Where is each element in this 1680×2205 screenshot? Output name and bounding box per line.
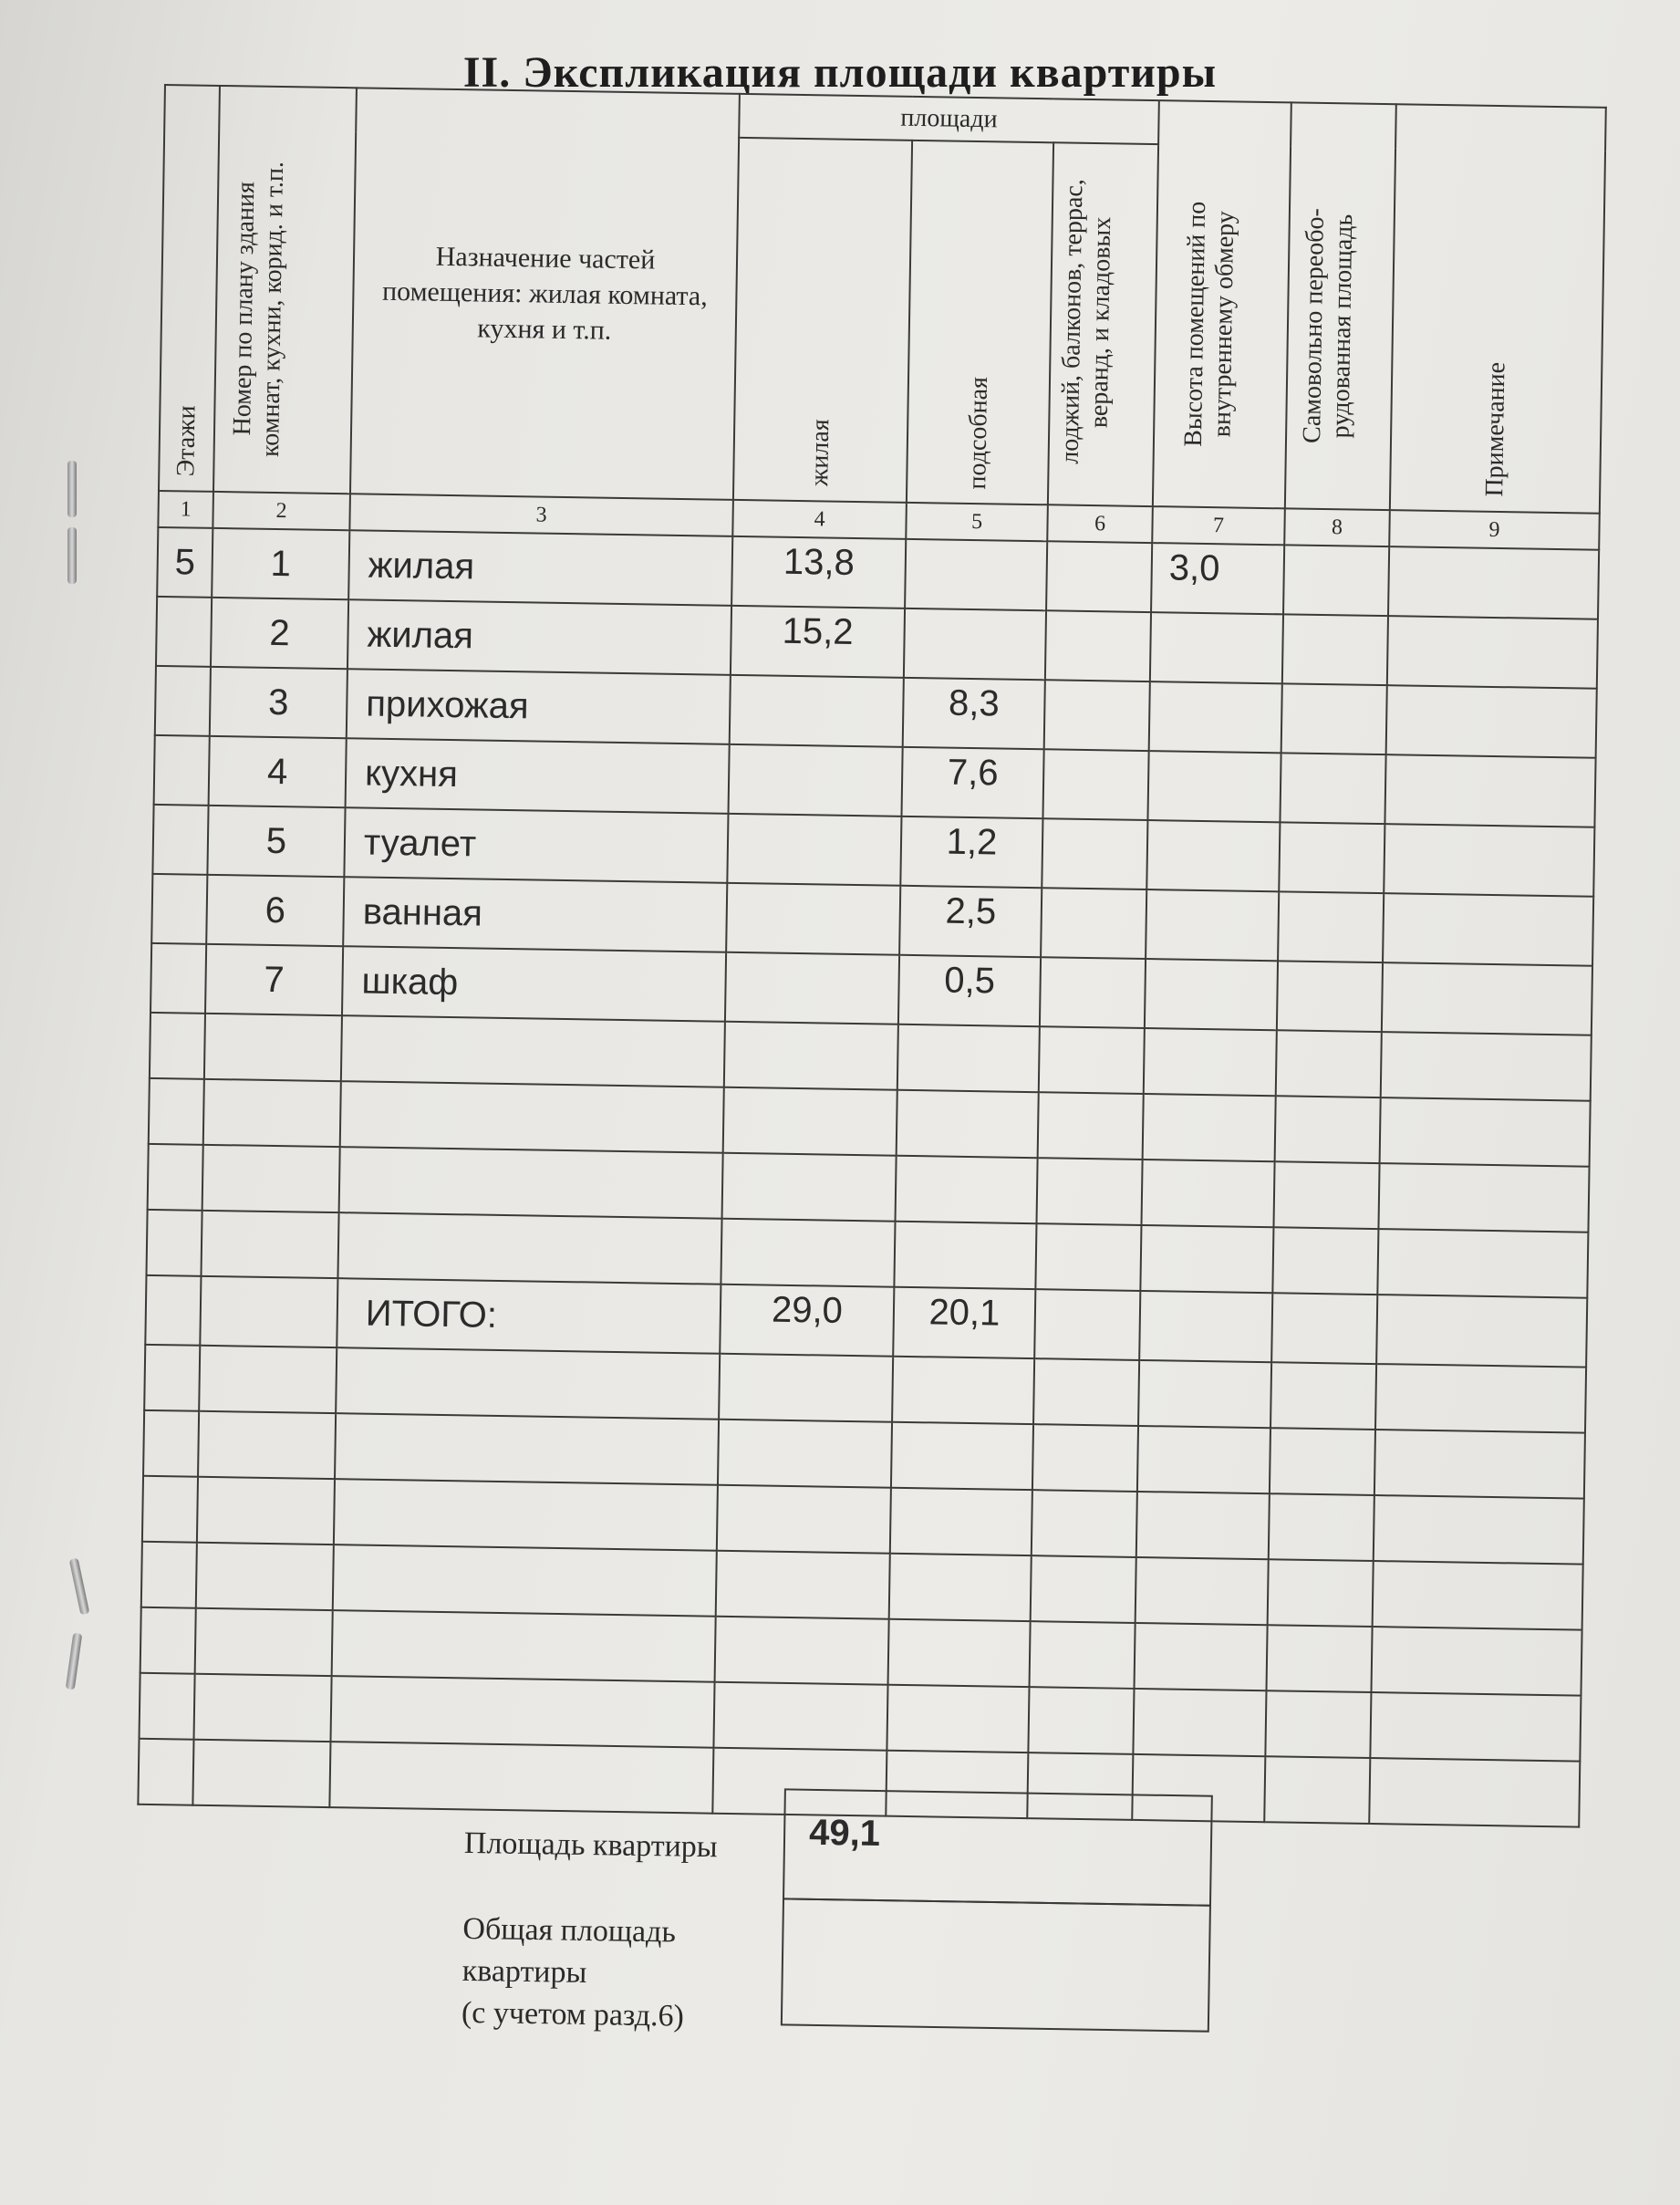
col-header-floors: Этажи xyxy=(159,85,220,492)
living-area-cell xyxy=(730,675,904,747)
room-number-cell: 7 xyxy=(205,944,343,1015)
page-title: II. Экспликация площади квартиры xyxy=(462,48,1218,97)
height-cell xyxy=(1145,959,1278,1030)
unauthorized-cell xyxy=(1279,822,1384,893)
room-name-cell: прихожая xyxy=(347,669,731,744)
unauthorized-cell xyxy=(1282,614,1388,685)
total-living-area: 29,0 xyxy=(720,1285,894,1357)
note-cell xyxy=(1384,824,1594,897)
living-area-cell xyxy=(726,883,900,955)
col-header-auxiliary: подсобная xyxy=(907,140,1053,504)
total-label: ИТОГО: xyxy=(337,1278,721,1354)
height-cell xyxy=(1146,889,1279,961)
column-number: 9 xyxy=(1389,510,1600,550)
total-area-label-line-1: Общая площадь xyxy=(462,1911,677,1950)
living-area-cell xyxy=(725,952,899,1024)
col-header-plan-number: Номер по плану здания комнат, кухни, корид. и т.п. xyxy=(213,86,357,494)
auxiliary-area-cell xyxy=(905,539,1047,610)
living-area-cell: 13,8 xyxy=(731,536,906,608)
unauthorized-cell xyxy=(1277,961,1383,1032)
auxiliary-area-cell: 7,6 xyxy=(901,747,1043,818)
staple-top-1 xyxy=(67,461,77,517)
apartment-area-value: 49,1 xyxy=(808,1812,881,1855)
unauthorized-cell xyxy=(1278,891,1384,962)
total-area-box xyxy=(781,1898,1211,2032)
column-number: 4 xyxy=(732,500,907,539)
explication-table-wrapper xyxy=(137,84,1604,1828)
note-cell xyxy=(1387,616,1598,689)
loggia-area-cell xyxy=(1041,888,1146,959)
total-area-label-line-3: (с учетом разд.6) xyxy=(461,1995,685,2033)
loggia-area-cell xyxy=(1042,818,1147,889)
auxiliary-area-cell: 0,5 xyxy=(898,955,1041,1026)
col-header-purpose: Назначение частей помещения: жилая комната, кухня и т.п. xyxy=(350,88,740,500)
col-header-living: жилая xyxy=(733,138,912,503)
floor-cell xyxy=(154,735,210,806)
room-number-cell: 4 xyxy=(209,736,347,807)
column-number: 6 xyxy=(1047,504,1153,543)
floor-cell xyxy=(156,597,212,667)
loggia-area-cell xyxy=(1044,680,1150,751)
room-number-cell: 3 xyxy=(210,667,347,738)
floor-cell xyxy=(150,943,206,1014)
room-number-cell: 5 xyxy=(207,806,345,877)
unauthorized-cell xyxy=(1281,683,1387,754)
height-cell xyxy=(1147,751,1281,822)
living-area-cell: 15,2 xyxy=(731,606,905,678)
height-cell xyxy=(1149,681,1282,753)
floor-cell xyxy=(151,874,207,944)
loggia-area-cell xyxy=(1046,541,1152,612)
floor-cell xyxy=(155,666,211,736)
col-header-area-group: площади xyxy=(739,94,1159,144)
col-header-unauthorized: Самовольно переобо-рудованная площадь xyxy=(1285,102,1396,510)
room-name-cell: шкаф xyxy=(342,946,726,1022)
floor-cell xyxy=(152,805,208,875)
column-number: 7 xyxy=(1152,506,1285,545)
column-number: 3 xyxy=(349,494,733,536)
col-header-note: Примечание xyxy=(1390,104,1606,514)
column-number: 5 xyxy=(906,503,1048,541)
auxiliary-area-cell xyxy=(904,608,1046,680)
unauthorized-cell xyxy=(1283,545,1389,616)
apartment-area-label: Площадь квартиры xyxy=(463,1825,718,1865)
unauthorized-cell xyxy=(1280,753,1385,824)
room-name-cell: кухня xyxy=(346,738,730,814)
note-cell xyxy=(1384,754,1595,827)
staple-bottom-1 xyxy=(69,1558,90,1616)
auxiliary-area-cell: 1,2 xyxy=(900,816,1042,888)
staple-bottom-2 xyxy=(66,1633,83,1690)
note-cell xyxy=(1388,546,1599,619)
height-cell: 3,0 xyxy=(1151,543,1284,614)
auxiliary-area-cell: 2,5 xyxy=(899,886,1042,957)
col-header-height: Высота помещений по внутреннему обмеру xyxy=(1153,100,1291,508)
living-area-cell xyxy=(729,744,903,816)
explication-table xyxy=(137,84,1606,1828)
column-number: 8 xyxy=(1284,508,1390,546)
living-area-cell xyxy=(727,814,901,886)
room-number-cell: 2 xyxy=(211,598,348,669)
loggia-area-cell xyxy=(1045,610,1151,681)
loggia-area-cell xyxy=(1040,957,1146,1028)
room-number-cell: 1 xyxy=(212,528,349,599)
column-number: 2 xyxy=(213,492,350,530)
note-cell xyxy=(1382,962,1592,1035)
note-cell xyxy=(1386,685,1597,758)
note-cell xyxy=(1383,893,1593,966)
loggia-area-cell xyxy=(1042,749,1148,820)
height-cell xyxy=(1146,820,1280,891)
floor-cell: 5 xyxy=(157,527,213,598)
column-number: 1 xyxy=(158,491,213,528)
total-area-label-line-2: квартиры xyxy=(461,1953,587,1990)
room-name-cell: ванная xyxy=(343,877,727,952)
auxiliary-area-cell: 8,3 xyxy=(903,678,1045,749)
room-number-cell: 6 xyxy=(206,875,344,946)
room-name-cell: жилая xyxy=(347,599,731,675)
col-header-loggias: лоджий, балконов, террас, веранд, и кладовых xyxy=(1048,142,1158,506)
total-auxiliary-area: 20,1 xyxy=(893,1287,1035,1358)
apartment-area-box xyxy=(783,1788,1213,1906)
room-name-cell: жилая xyxy=(348,530,732,606)
height-cell xyxy=(1150,612,1283,683)
staple-top-2 xyxy=(67,527,77,584)
room-name-cell: туалет xyxy=(344,807,728,883)
